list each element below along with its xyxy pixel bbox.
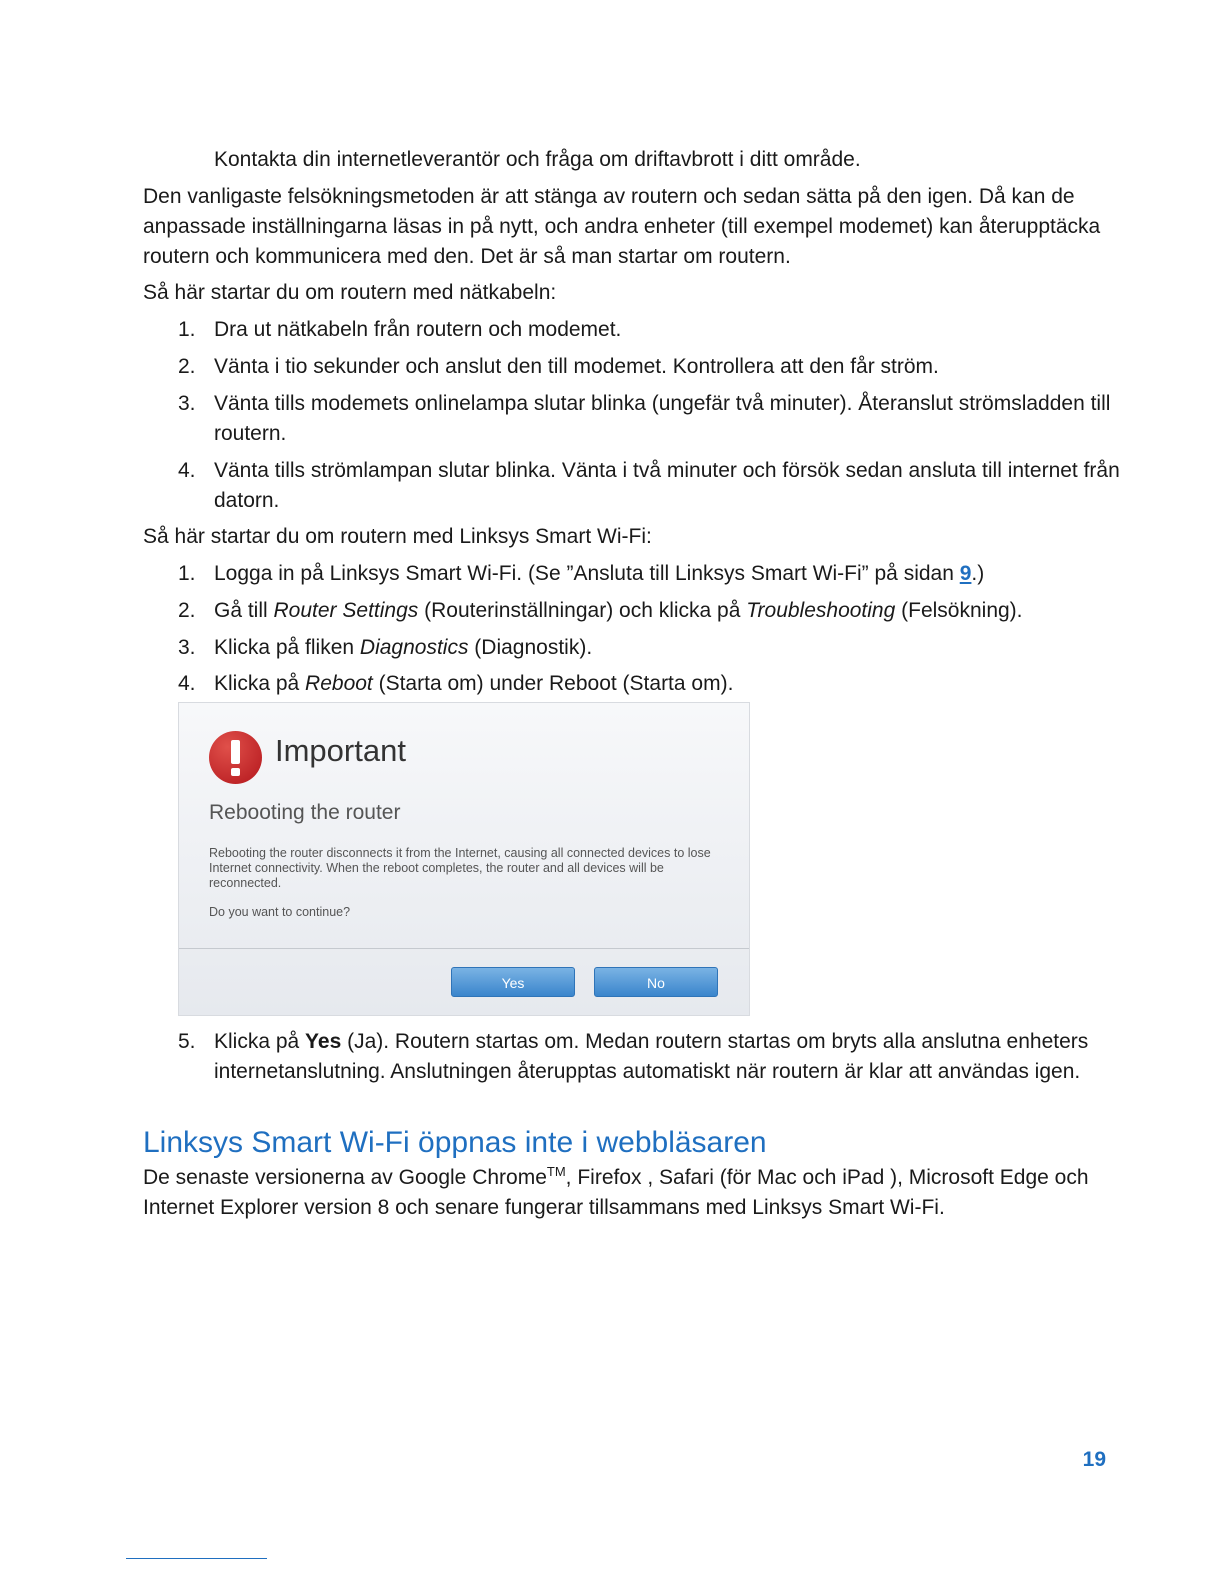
list-number: 1. [178,318,196,341]
dialog-subtitle: Rebooting the router [209,801,401,824]
dialog-divider [179,948,749,949]
list-number: 1. [178,562,196,585]
list-number: 3. [178,636,196,659]
text-run: Logga in på Linksys Smart Wi-Fi. (Se ”Ansluta till Linksys Smart Wi-Fi” på sidan [214,562,960,585]
bold-text: Yes [305,1030,342,1053]
list-item [178,633,1123,663]
text-run: Klicka på [214,1030,306,1053]
no-button[interactable]: No [594,967,718,997]
emphasis: Reboot [305,672,373,695]
list-number: 4. [178,672,196,695]
list-text [214,596,1123,626]
emphasis: Troubleshooting [746,599,896,622]
paragraph-troubleshooting: Den vanligaste felsökningsmetoden är att stänga av routern och sedan sätta på den igen. Då kan de anpassade inställningarna läsas in på nytt, och andra enheter (till exempel modemet) kan återupptäcka routern och kommunicera med den. Det är så man startar om routern. [143,185,1101,268]
list-number: 5. [178,1030,196,1053]
text-run: , Firefox , Safari (för Mac och iPad ), Microsoft Edge och Internet Explorer version 8 och senare fungerar tillsammans med Linksys Smart Wi-Fi. [143,1166,1089,1219]
reboot-dialog-screenshot [178,702,750,1016]
list-item [178,315,1123,345]
text-run: Klicka på fliken [214,636,360,659]
paragraph-isp: Kontakta din internetleverantör och fråga om driftavbrott i ditt område. [214,148,861,171]
paragraph-browsers [143,1163,1123,1223]
page-number: 19 [1082,1448,1106,1471]
list-text [214,559,1123,589]
section-heading: Linksys Smart Wi-Fi öppnas inte i webbläsaren [143,1126,767,1159]
list-text: Vänta tills modemets onlinelampa slutar blinka (ungefär två minuter). Återanslut strömsladden till routern. [214,392,1111,445]
text-run: .) [971,562,985,585]
text-run: (Routerinställningar) och klicka på [418,599,747,622]
list-number: 2. [178,355,196,378]
page-link[interactable]: 9 [959,562,972,585]
list-item [178,389,1123,449]
list-item [178,352,1123,382]
list-item [178,1027,1123,1087]
dialog-title: Important [275,733,406,768]
list-text: Dra ut nätkabeln från routern och modemet. [214,318,622,341]
emphasis: Router Settings [273,599,419,622]
list-text: Vänta i tio sekunder och anslut den till modemet. Kontrollera att den får ström. [214,355,939,378]
yes-button[interactable]: Yes [451,967,575,997]
list-item [178,559,1123,589]
list-text: Vänta tills strömlampan slutar blinka. Vänta i två minuter och försök sedan ansluta till internet från datorn. [214,459,1120,512]
emphasis: Diagnostics [359,636,469,659]
text-run: (Diagnostik). [468,636,593,659]
dialog-body: Rebooting the router disconnects it from the Internet, causing all connected devices to lose Internet connectivity. When the reboot completes, the router and all devices will be reconnected. [209,846,711,890]
list-item [178,596,1123,626]
list-number: 3. [178,392,196,415]
text-run: De senaste versionerna av Google Chrome [143,1166,547,1189]
list-text [214,1027,1123,1087]
paragraph-smartwifi-intro: Så här startar du om routern med Linksys Smart Wi-Fi: [143,525,652,548]
list-text [214,633,1123,663]
text-run: Klicka på [214,672,306,695]
text-run: Gå till [214,599,274,622]
list-item [178,669,1123,699]
list-number: 2. [178,599,196,622]
list-number: 4. [178,459,196,482]
text-run: (Ja). Routern startas om. Medan routern startas om bryts alla anslutna enheters internetanslutning. Anslutningen återupptas automatiskt när routern är klar att användas igen. [214,1030,1089,1083]
dialog-question: Do you want to continue? [209,905,351,919]
paragraph-cable-intro: Så här startar du om routern med nätkabeln: [143,281,557,304]
list-item [178,456,1123,516]
text-run: (Starta om) under Reboot (Starta om). [372,672,734,695]
footnote-divider [126,1558,267,1559]
text-run: (Felsökning). [895,599,1023,622]
trademark-sup: TM [546,1164,566,1179]
exclamation-icon [209,731,262,784]
list-text [214,669,1123,699]
